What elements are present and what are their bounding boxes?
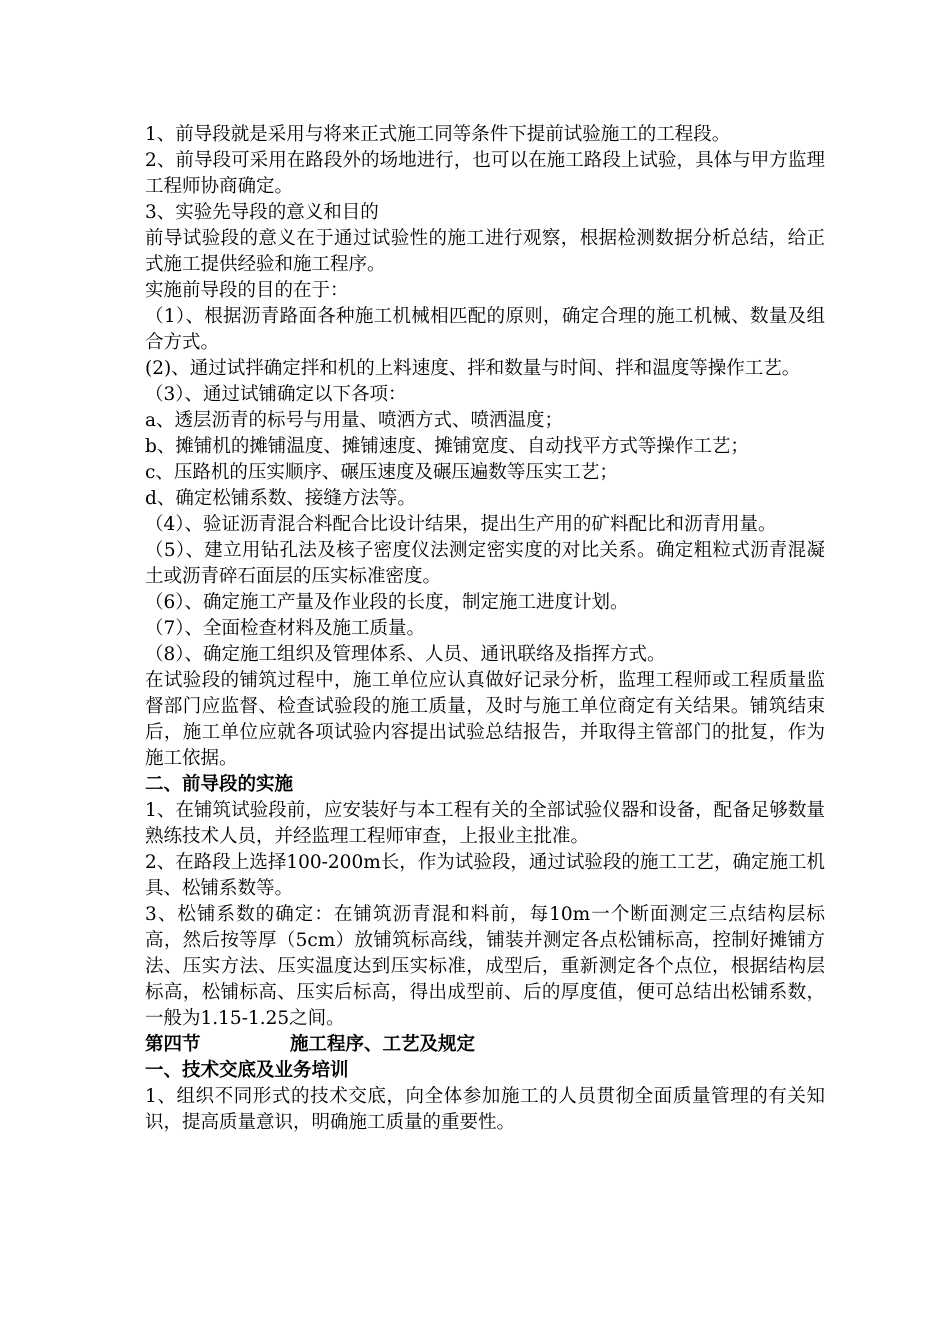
paragraph: （4）、验证沥青混合料配合比设计结果，提出生产用的矿料配比和沥青用量。 [145, 514, 777, 535]
paragraph: 3、松铺系数的确定：在铺筑沥青混和料前，每10m一个断面测定三点结构层标高，然后按等厚（5cm）放铺筑标高线，铺装并测定各点松铺标高，控制好摊铺方法、压实方法、压实温度达到压实标准，成型后，重新测定各个点位，根据结构层标高，松铺标高、压实后标高，得出成型前、后的厚度值，便可总结出松铺系数，一般为1.15-1.25之间。 [145, 904, 825, 1029]
paragraph: b、摊铺机的摊铺温度、摊铺速度、摊铺宽度、自动找平方式等操作工艺； [145, 436, 749, 457]
paragraph: （6）、确定施工产量及作业段的长度，制定施工进度计划。 [145, 592, 629, 613]
paragraph: 实施前导段的目的在于： [145, 280, 349, 301]
implementation-block [145, 798, 825, 1032]
heading-training: 一、技术交底及业务培训 [145, 1060, 349, 1081]
paragraph: 1、组织不同形式的技术交底，向全体参加施工的人员贯彻全面质量管理的有关知识，提高质量意识，明确施工质量的重要性。 [145, 1086, 825, 1133]
paragraph: 1、前导段就是采用与将来正式施工同等条件下提前试验施工的工程段。 [145, 124, 731, 145]
paragraph: （5）、建立用钻孔法及核子密度仪法测定密实度的对比关系。确定粗粒式沥青混凝土或沥青碎石面层的压实标准密度。 [145, 540, 825, 587]
paragraph: （8）、确定施工组织及管理体系、人员、通讯联络及指挥方式。 [145, 644, 666, 665]
paragraph: 3、实验先导段的意义和目的 [145, 202, 379, 223]
paragraph: （3）、通过试铺确定以下各项： [145, 384, 407, 405]
paragraph: （7）、全面检查材料及施工质量。 [145, 618, 426, 639]
paragraph: 2、在路段上选择100-200m长，作为试验段，通过试验段的施工工艺，确定施工机具、松铺系数等。 [145, 852, 825, 899]
paragraph: 前导试验段的意义在于通过试验性的施工进行观察，根据检测数据分析总结，给正式施工提供经验和施工程序。 [145, 228, 825, 275]
heading-implementation: 二、前导段的实施 [145, 774, 294, 795]
intro-block [145, 122, 825, 772]
document-page [145, 122, 825, 1136]
section-number: 第四节 [145, 1034, 201, 1055]
paragraph: (2)、通过试拌确定拌和机的上料速度、拌和数量与时间、拌和温度等操作工艺。 [145, 358, 801, 379]
paragraph: d、确定松铺系数、接缝方法等。 [145, 488, 416, 509]
training-block [145, 1084, 825, 1136]
paragraph: a、透层沥青的标号与用量、喷洒方式、喷洒温度； [145, 410, 564, 431]
paragraph: 1、在铺筑试验段前，应安装好与本工程有关的全部试验仪器和设备，配备足够数量熟练技术人员，并经监理工程师审查，上报业主批准。 [145, 800, 825, 847]
paragraph: 2、前导段可采用在路段外的场地进行，也可以在施工路段上试验，具体与甲方监理工程师协商确定。 [145, 150, 825, 197]
paragraph: 在试验段的铺筑过程中，施工单位应认真做好记录分析，监理工程师或工程质量监督部门应监督、检查试验段的施工质量，及时与施工单位商定有关结果。铺筑结束后，施工单位应就各项试验内容提出试验总结报告，并取得主管部门的批复，作为施工依据。 [145, 670, 825, 769]
paragraph: c、压路机的压实顺序、碾压速度及碾压遍数等压实工艺； [145, 462, 618, 483]
section-title: 施工程序、工艺及规定 [290, 1034, 476, 1055]
section-heading [145, 1032, 825, 1058]
paragraph: （1）、根据沥青路面各种施工机械相匹配的原则，确定合理的施工机械、数量及组合方式。 [145, 306, 825, 353]
